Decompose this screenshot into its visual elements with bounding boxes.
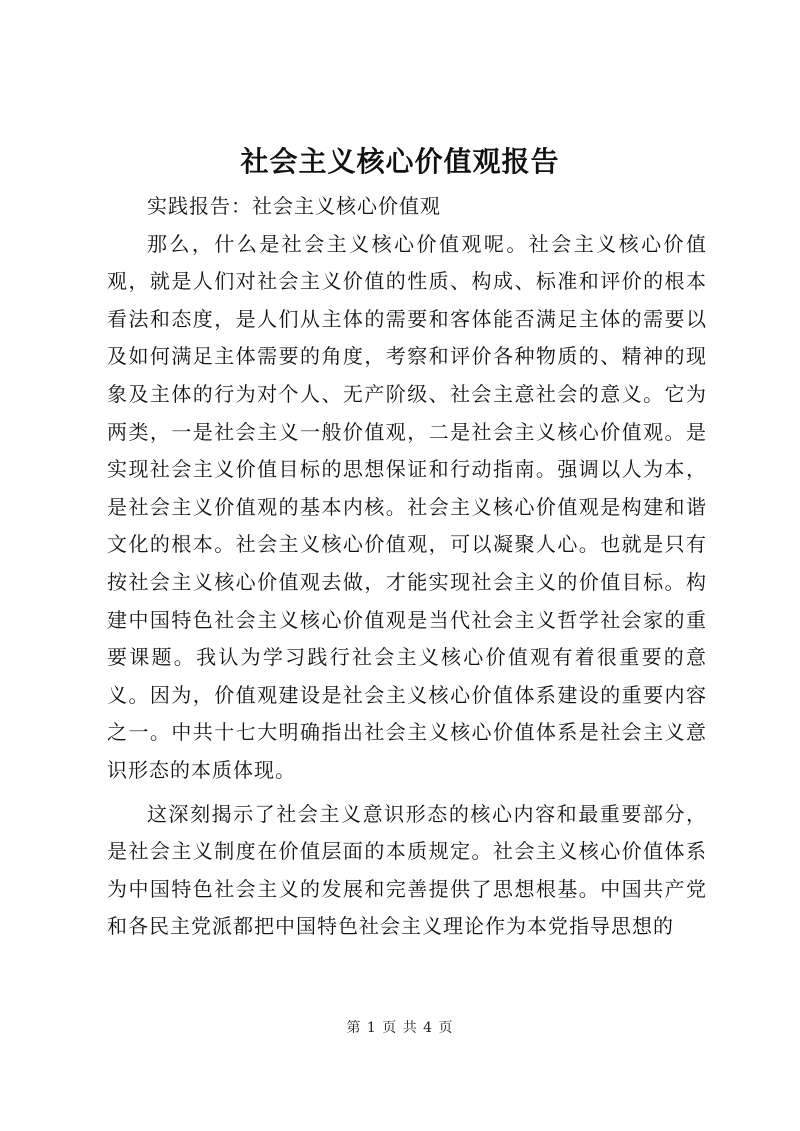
document-title: 社会主义核心价值观报告 <box>240 145 560 178</box>
page-footer: 第 1 页 共 4 页 <box>346 1020 454 1036</box>
body-paragraph: 那么，什么是社会主义核心价值观呢。社会主义核心价值观，就是人们对社会主义价值的性质、构成、标准和评价的根本看法和态度，是人们从主体的需要和客体能否满足主体的需要以及如何满足主体需要的角度，考察和评价各种物质的、精神的现象及主体的行为对个人、无产阶级、社会主意社会的意义。它为两类，一是社会主义一般价值观，二是社会主义核心价值观。是实现社会主义价值目标的思想保证和行动指南。强调以人为本，是社会主义价值观的基本内核。社会主义核心价值观是构建和谐文化的根本。社会主义核心价值观，可以凝聚人心。也就是只有按社会主义核心价值观去做，才能实现社会主义的价值目标。构建中国特色社会主义核心价值观是当代社会主义哲学社会家的重要课题。我认为学习践行社会主义核心价值观有着很重要的意义。因为，价值观建设是社会主义核心价值体系建设的重要内容之一。中共十七大明确指出社会主义核心价值体系是社会主义意识形态的本质体现。 <box>107 231 707 782</box>
subtitle-paragraph: 实践报告：社会主义核心价值观 <box>147 194 441 218</box>
document-body <box>107 188 707 946</box>
body-paragraph: 这深刻揭示了社会主义意识形态的核心内容和最重要部分，是社会主义制度在价值层面的本质规定。社会主义核心价值体系为中国特色社会主义的发展和完善提供了思想根基。中国共产党和各民主党派都把中国特色社会主义理论作为本党指导思想的 <box>107 801 707 939</box>
